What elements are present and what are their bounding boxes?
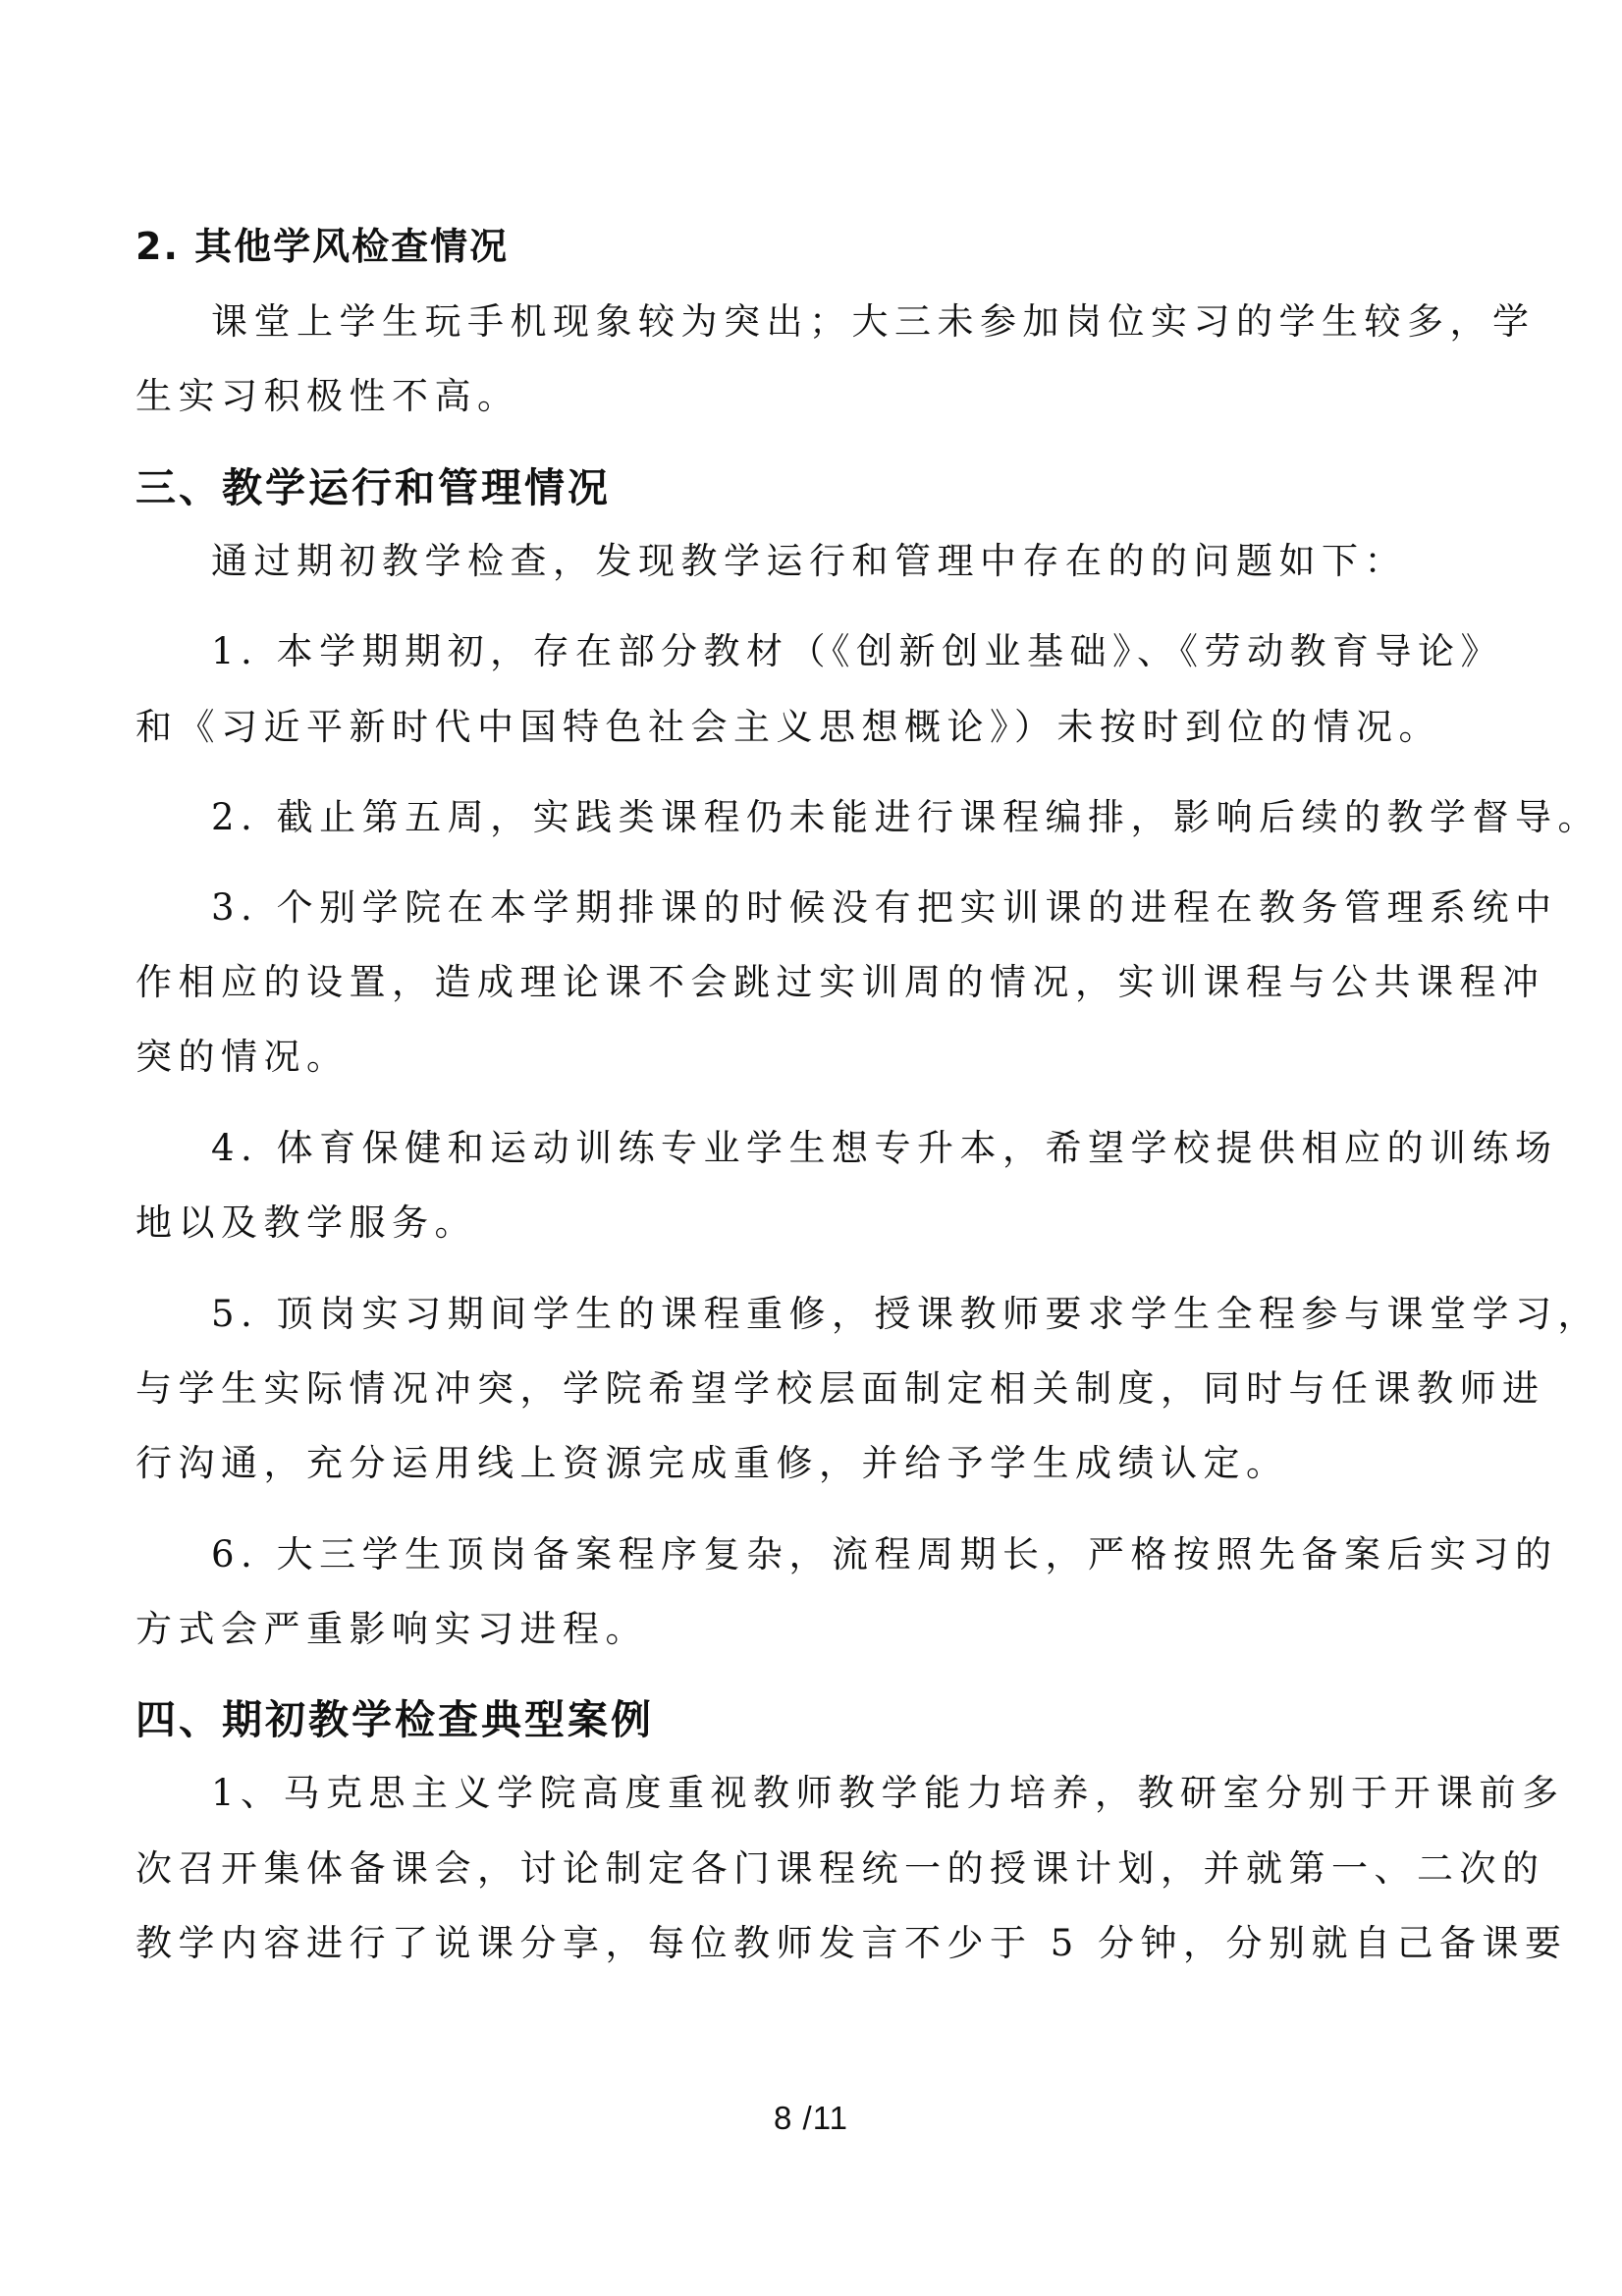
list-item-line: 突的情况。 (135, 1036, 350, 1078)
list-item-line: 2. 截止第五周，实践类课程仍未能进行课程编排，影响后续的教学督导。 (211, 796, 1601, 838)
section-4-heading: 四、期初教学检查典型案例 (135, 1696, 654, 1743)
list-item-line: 6. 大三学生顶岗备案程序复杂，流程周期长，严格按照先备案后实习的 (211, 1533, 1558, 1575)
list-item-line: 行沟通，充分运用线上资源完成重修，并给予学生成绩认定。 (135, 1442, 1289, 1484)
paragraph-line: 教学内容进行了说课分享，每位教师发言不少于 5 分钟，分别就自己备课要 (135, 1922, 1568, 1964)
paragraph-line: 生实习积极性不高。 (135, 375, 520, 417)
paragraph-line: 课堂上学生玩手机现象较为突出；大三未参加岗位实习的学生较多，学 (211, 300, 1536, 343)
list-item-line: 5. 顶岗实习期间学生的课程重修，授课教师要求学生全程参与课堂学习， (211, 1293, 1601, 1335)
list-item-line: 1. 本学期期初，存在部分教材（《创新创业基础》、《劳动教育导论》 (211, 630, 1504, 672)
list-item-line: 方式会严重影响实习进程。 (135, 1608, 648, 1650)
page-number: 8 /11 (774, 2100, 848, 2136)
paragraph-line: 次召开集体备课会，讨论制定各门课程统一的授课计划，并就第一、二次的 (135, 1847, 1545, 1890)
list-item-line: 作相应的设置，造成理论课不会跳过实训周的情况，实训课程与公共课程冲 (135, 961, 1545, 1003)
list-item-line: 4. 体育保健和运动训练专业学生想专升本，希望学校提供相应的训练场 (211, 1127, 1558, 1169)
paragraph-line: 1、马克思主义学院高度重视教师教学能力培养，教研室分别于开课前多 (211, 1772, 1565, 1814)
list-item-line: 与学生实际情况冲突，学院希望学校层面制定相关制度，同时与任课教师进 (135, 1367, 1545, 1410)
list-item-line: 3. 个别学院在本学期排课的时候没有把实训课的进程在教务管理系统中 (211, 886, 1558, 929)
section-3-heading: 三、教学运行和管理情况 (135, 464, 611, 511)
paragraph-line: 通过期初教学检查，发现教学运行和管理中存在的的问题如下： (211, 540, 1407, 582)
list-item-line: 地以及教学服务。 (135, 1201, 477, 1244)
list-item-line: 和《习近平新时代中国特色社会主义思想概论》）未按时到位的情况。 (135, 706, 1441, 748)
section-2-heading: 2. 其他学风检查情况 (135, 225, 510, 268)
